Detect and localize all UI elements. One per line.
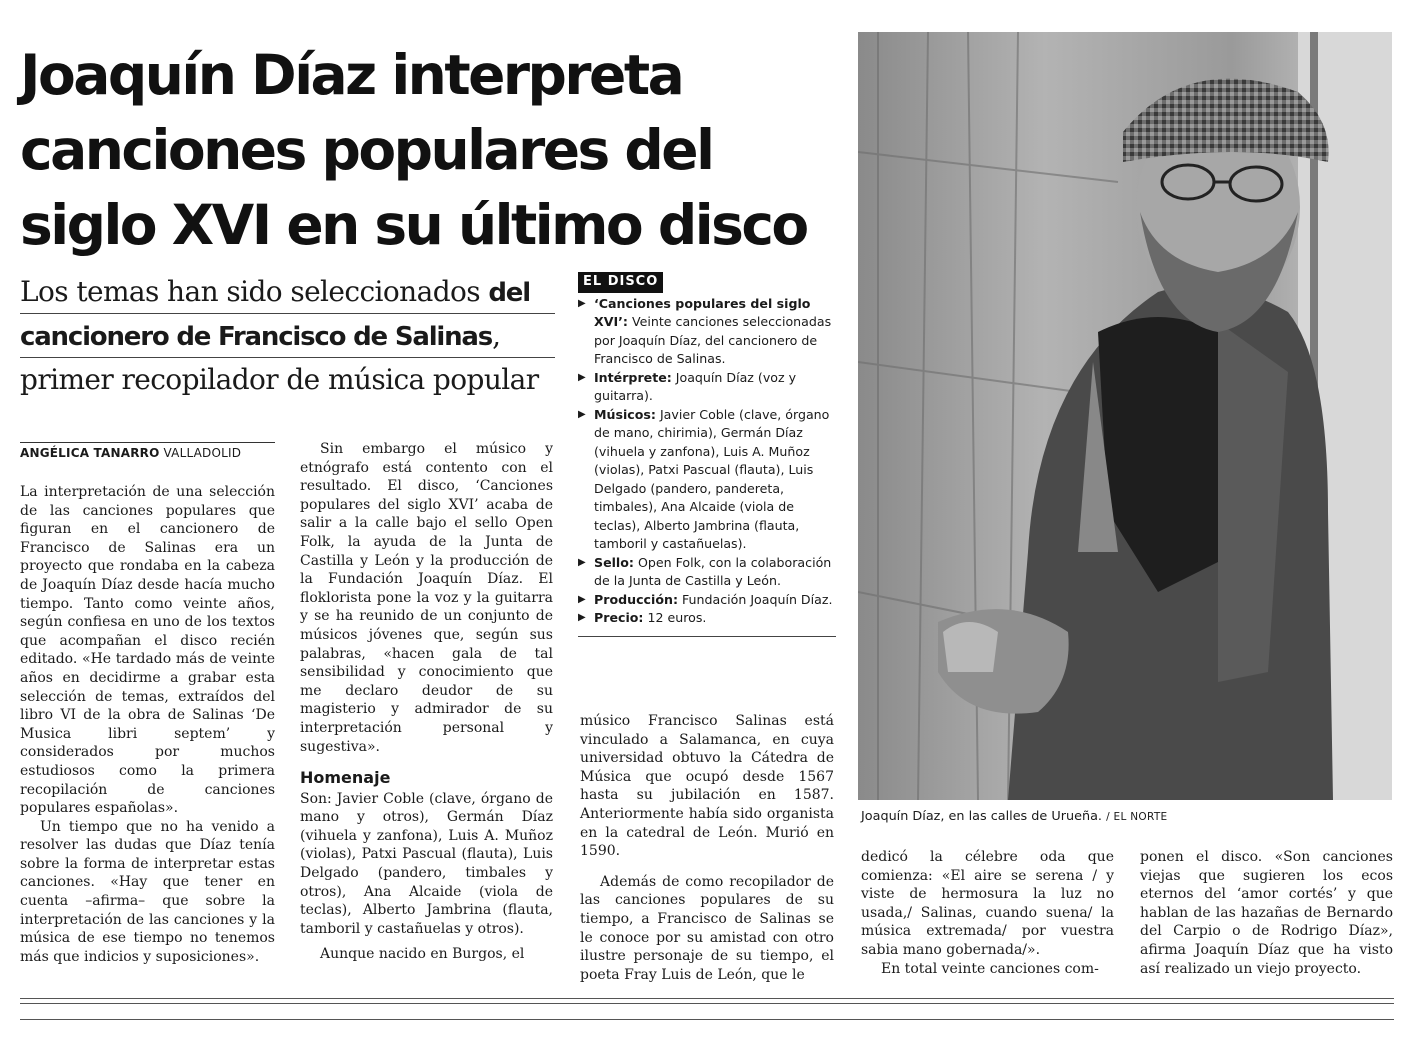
article-column-2 bbox=[300, 440, 553, 964]
byline-author: ANGÉLICA TANARRO bbox=[20, 446, 160, 460]
sidebar-item: ▶ Precio: 12 euros. bbox=[578, 609, 836, 628]
subheadline-text: primer recopilador de música popular bbox=[20, 363, 539, 396]
sidebar-item: ▶ Producción: Fundación Joaquín Díaz. bbox=[578, 591, 836, 610]
byline-location: VALLADOLID bbox=[163, 446, 242, 460]
sidebar-item: ▶ ‘Canciones populares del siglo XVI’: Veinte canciones seleccionadas por Joaquín Díaz, del cancionero de Francisco de Salinas. bbox=[578, 295, 836, 369]
portrait-photo bbox=[858, 32, 1392, 800]
photo-illustration bbox=[858, 32, 1392, 800]
headline-line-2: canciones populares del bbox=[20, 118, 713, 182]
paragraph: Son: Javier Coble (clave, órgano de mano y otros), Germán Díaz (vihuela y zanfona), Luis A. Muñoz (violas), Patxi Pascual (flauta), Luis Delgado (pandero, timbales y otros), Ana Alcaide (viola de teclas), Alberto Jambrina (flauta, tamboril y castañuelas y otros). bbox=[300, 790, 553, 937]
paragraph: Aunque nacido en Burgos, el bbox=[320, 946, 525, 963]
photo-caption bbox=[861, 809, 1395, 824]
article-column-4 bbox=[861, 848, 1114, 978]
headline-line-1: Joaquín Díaz interpreta bbox=[20, 43, 683, 107]
disc-info-sidebar bbox=[578, 272, 836, 637]
subheadline-text: , bbox=[492, 319, 501, 352]
bottom-rule bbox=[20, 1003, 1394, 1004]
article-column-1 bbox=[20, 483, 275, 966]
paragraph: La interpretación de una selección de las canciones populares que figuran en el cancionero de Francisco de Salinas era un proyecto que rondaba en la cabeza de Joaquín Díaz desde hacía mucho tiempo. Tanto como veinte años, según confiesa en uno de los textos que acompañan el disco recién editado. «He tardado más de veinte años en decidirme a grabar esta selección de temas, extraídos del libro VI de la obra de Salinas ‘De Musica libri septem’ y considerados por muchos estudiosos como la primera recopilación de canciones populares españolas». bbox=[20, 484, 275, 817]
bottom-rule bbox=[20, 1019, 1394, 1020]
article-column-3 bbox=[580, 712, 834, 984]
bottom-rule bbox=[20, 998, 1394, 999]
paragraph: Además de como recopilador de las canciones populares de su tiempo, a Francisco de Salinas se le conoce por su amistad con otro ilustre personaje de su tiempo, el poeta Fray Luis de León, que le bbox=[580, 873, 834, 983]
headline bbox=[20, 38, 820, 263]
subheadline-text: Los temas han sido seleccionados bbox=[20, 275, 489, 308]
sidebar-item: ▶ Sello: Open Folk, con la colaboración de la Junta de Castilla y León. bbox=[578, 554, 836, 591]
byline bbox=[20, 442, 275, 460]
sidebar-item: ▶ Intérprete: Joaquín Díaz (voz y guitarra). bbox=[578, 369, 836, 406]
sidebar-tag: EL DISCO bbox=[578, 272, 663, 293]
photo-credit: / EL NORTE bbox=[1106, 811, 1168, 823]
section-subhead: Homenaje bbox=[300, 768, 391, 788]
paragraph: músico Francisco Salinas está vinculado a Salamanca, en cuya universidad obtuvo la Cátedra de Música que ocupó desde 1567 hasta su jubilación en 1587. Anteriormente había sido organista en la catedral de León. Murió en 1590. bbox=[580, 713, 834, 860]
paragraph: Un tiempo que no ha venido a resolver las dudas que Díaz tenía sobre la forma de interpretar estas canciones. «Hay que tener en cuenta –afirma– que sobre la interpretación de las canciones y la música de ese tiempo no tenemos más que indicios y suposiciones». bbox=[20, 818, 275, 965]
sidebar-item: ▶ Músicos: Javier Coble (clave, órgano de mano, chirimia), Germán Díaz (vihuela y zanfona), Luis A. Muñoz (violas), Patxi Pascual (flauta), Luis Delgado (pandero, pandereta, timbales), Ana Alcaide (viola de teclas), Alberto Jambrina (flauta, tamboril y castañuelas). bbox=[578, 406, 836, 554]
paragraph: dedicó la célebre oda que comienza: «El aire se serena / y viste de hermosura la luz no usada,/ Salinas, cuando suena/ la música extremada/ por vuestra sabia mano gobernada/». bbox=[861, 849, 1114, 958]
subheadline-bold: cancionero de Francisco de Salinas bbox=[20, 322, 493, 352]
paragraph: Sin embargo el músico y etnógrafo está contento con el resultado. El disco, ‘Canciones populares del siglo XVI’ acaba de salir a la calle bajo el sello Open Folk, la ayuda de la Junta de Castilla y León y la producción de la Fundación Joaquín Díaz. El floklorista pone la voz y la guitarra y se ha reunido de un conjunto de músicos jóvenes que, según sus palabras, «hacen gala de tal sensibilidad y conocimiento que me declaro deudor de su magisterio y admirador de su interpretación personal y sugestiva». bbox=[300, 441, 553, 755]
caption-text: Joaquín Díaz, en las calles de Urueña. bbox=[861, 809, 1102, 824]
subheadline bbox=[20, 270, 555, 401]
subheadline-bold: del bbox=[488, 278, 530, 308]
paragraph: En total veinte canciones com- bbox=[881, 960, 1099, 977]
article-column-5 bbox=[1140, 848, 1393, 978]
paragraph: ponen el disco. «Son canciones viejas que sugieren los ecos eternos del ‘amor cortés’ y que hablan de las hazañas de Bernardo del Carpio o de Rodrigo Díaz», afirma Joaquín Díaz que ha visto así realizado un viejo proyecto. bbox=[1140, 849, 1393, 977]
headline-line-3: siglo XVI en su último disco bbox=[20, 193, 807, 257]
